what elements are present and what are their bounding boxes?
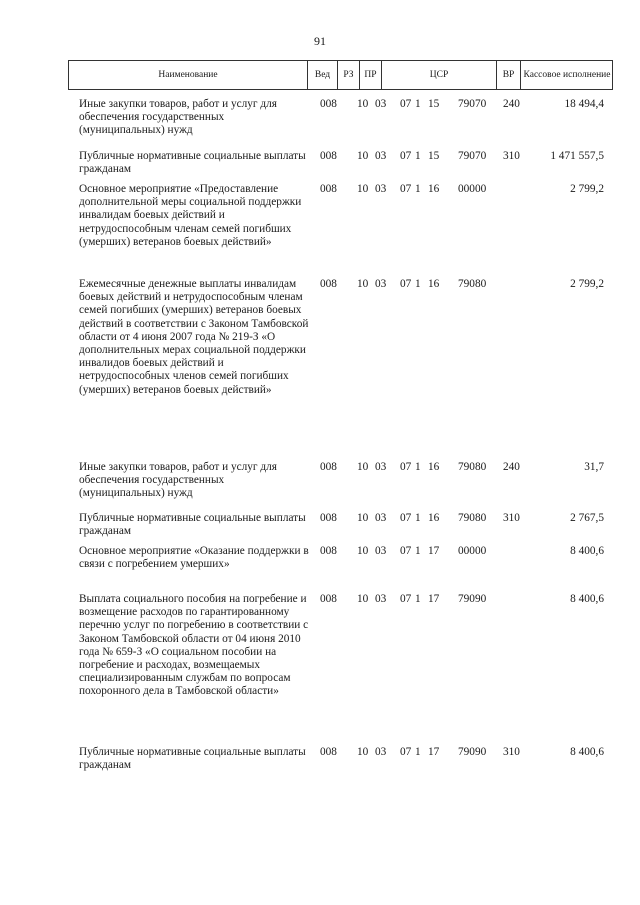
row-csr-event: 16 bbox=[428, 461, 440, 473]
row-csr-direction: 00000 bbox=[458, 545, 487, 557]
row-pr: 03 bbox=[375, 746, 387, 758]
row-csr-subprogram: 1 bbox=[415, 593, 421, 605]
row-csr-subprogram: 1 bbox=[415, 278, 421, 290]
row-rz: 10 bbox=[357, 512, 369, 524]
row-rz: 10 bbox=[357, 746, 369, 758]
header-pr: ПР bbox=[360, 61, 382, 89]
row-name: Публичные нормативные социальные выплаты гражданам bbox=[79, 746, 306, 772]
row-csr-subprogram: 1 bbox=[415, 512, 421, 524]
row-rz: 10 bbox=[357, 278, 369, 290]
row-vr: 310 bbox=[503, 512, 520, 524]
row-sum: 31,7 bbox=[584, 461, 604, 473]
row-ved: 008 bbox=[320, 98, 337, 110]
row-csr-program: 07 bbox=[400, 461, 412, 473]
row-name: Публичные нормативные социальные выплаты гражданам bbox=[79, 512, 306, 538]
row-csr-subprogram: 1 bbox=[415, 545, 421, 557]
row-csr-event: 16 bbox=[428, 512, 440, 524]
row-csr-direction: 79090 bbox=[458, 746, 487, 758]
row-csr-direction: 00000 bbox=[458, 183, 487, 195]
row-csr-direction: 79070 bbox=[458, 98, 487, 110]
row-csr-direction: 79070 bbox=[458, 150, 487, 162]
row-vr: 310 bbox=[503, 150, 520, 162]
row-pr: 03 bbox=[375, 183, 387, 195]
row-csr-event: 17 bbox=[428, 593, 440, 605]
row-csr-subprogram: 1 bbox=[415, 98, 421, 110]
row-pr: 03 bbox=[375, 461, 387, 473]
row-csr-event: 17 bbox=[428, 545, 440, 557]
row-sum: 8 400,6 bbox=[570, 593, 604, 605]
row-csr-program: 07 bbox=[400, 278, 412, 290]
row-name: Ежемесячные денежные выплаты инвалидам боевых действий и нетрудоспособным членам семей погибших (умерших) ветеранов боевых действий в соответствии с Законом Тамбовской области от 4 июня 2007 года № 219-З «О дополнительных мерах социальной поддержки инвалидов боевых действий и нетрудоспособных членов семей погибших (умерших) ветеранов боевых действий» bbox=[79, 278, 309, 396]
page-number: 91 bbox=[314, 34, 326, 48]
row-csr-program: 07 bbox=[400, 545, 412, 557]
row-pr: 03 bbox=[375, 278, 387, 290]
row-csr-program: 07 bbox=[400, 183, 412, 195]
row-vr: 240 bbox=[503, 461, 520, 473]
row-pr: 03 bbox=[375, 545, 387, 557]
row-name: Основное мероприятие «Предоставление дополнительной меры социальной поддержки инвалидам боевых действий и нетрудоспособным членам семей погибших (умерших) ветеранов боевых действий» bbox=[79, 183, 302, 248]
row-csr-event: 16 bbox=[428, 278, 440, 290]
row-csr-subprogram: 1 bbox=[415, 150, 421, 162]
row-csr-program: 07 bbox=[400, 593, 412, 605]
row-vr: 310 bbox=[503, 746, 520, 758]
row-csr-event: 15 bbox=[428, 150, 440, 162]
row-ved: 008 bbox=[320, 512, 337, 524]
row-csr-direction: 79080 bbox=[458, 278, 487, 290]
row-sum: 2 799,2 bbox=[570, 278, 604, 290]
header-rz: РЗ bbox=[338, 61, 360, 89]
row-csr-event: 17 bbox=[428, 746, 440, 758]
header-vr: ВР bbox=[497, 61, 521, 89]
row-pr: 03 bbox=[375, 512, 387, 524]
row-csr-event: 16 bbox=[428, 183, 440, 195]
header-csr: ЦСР bbox=[382, 61, 497, 89]
row-sum: 2 767,5 bbox=[570, 512, 604, 524]
row-pr: 03 bbox=[375, 98, 387, 110]
row-rz: 10 bbox=[357, 98, 369, 110]
row-ved: 008 bbox=[320, 545, 337, 557]
row-rz: 10 bbox=[357, 461, 369, 473]
row-sum: 18 494,4 bbox=[564, 98, 604, 110]
row-csr-direction: 79080 bbox=[458, 461, 487, 473]
row-csr-program: 07 bbox=[400, 98, 412, 110]
row-pr: 03 bbox=[375, 150, 387, 162]
row-csr-subprogram: 1 bbox=[415, 746, 421, 758]
row-ved: 008 bbox=[320, 593, 337, 605]
row-csr-direction: 79080 bbox=[458, 512, 487, 524]
row-csr-direction: 79090 bbox=[458, 593, 487, 605]
row-csr-program: 07 bbox=[400, 512, 412, 524]
row-csr-subprogram: 1 bbox=[415, 183, 421, 195]
row-csr-program: 07 bbox=[400, 746, 412, 758]
row-sum: 1 471 557,5 bbox=[550, 150, 604, 162]
header-ved: Вед bbox=[308, 61, 338, 89]
row-vr: 240 bbox=[503, 98, 520, 110]
row-ved: 008 bbox=[320, 150, 337, 162]
row-rz: 10 bbox=[357, 545, 369, 557]
row-csr-subprogram: 1 bbox=[415, 461, 421, 473]
table-header bbox=[68, 60, 613, 90]
row-name: Иные закупки товаров, работ и услуг для обеспечения государственных (муниципальных) нужд bbox=[79, 98, 277, 137]
row-sum: 2 799,2 bbox=[570, 183, 604, 195]
row-csr-event: 15 bbox=[428, 98, 440, 110]
row-ved: 008 bbox=[320, 746, 337, 758]
row-name: Выплата социального пособия на погребение и возмещение расходов по гарантированному перечню услуг по погребению в соответствии с Законом Тамбовской области от 04 июня 2010 года № 659-З «О социальном пособии на погребение и расходах, возмещаемых специализированным службам по вопросам похоронного дела в Тамбовской области» bbox=[79, 593, 309, 698]
row-csr-program: 07 bbox=[400, 150, 412, 162]
row-sum: 8 400,6 bbox=[570, 545, 604, 557]
row-ved: 008 bbox=[320, 278, 337, 290]
row-name: Иные закупки товаров, работ и услуг для обеспечения государственных (муниципальных) нужд bbox=[79, 461, 277, 500]
row-ved: 008 bbox=[320, 183, 337, 195]
header-sum: Кассовое исполнение bbox=[523, 69, 611, 80]
row-sum: 8 400,6 bbox=[570, 746, 604, 758]
row-rz: 10 bbox=[357, 150, 369, 162]
header-name: Наименование bbox=[69, 61, 308, 89]
row-pr: 03 bbox=[375, 593, 387, 605]
row-name: Основное мероприятие «Оказание поддержки в связи с погребением умерших» bbox=[79, 545, 309, 571]
row-rz: 10 bbox=[357, 183, 369, 195]
row-ved: 008 bbox=[320, 461, 337, 473]
row-rz: 10 bbox=[357, 593, 369, 605]
row-name: Публичные нормативные социальные выплаты гражданам bbox=[79, 150, 306, 176]
